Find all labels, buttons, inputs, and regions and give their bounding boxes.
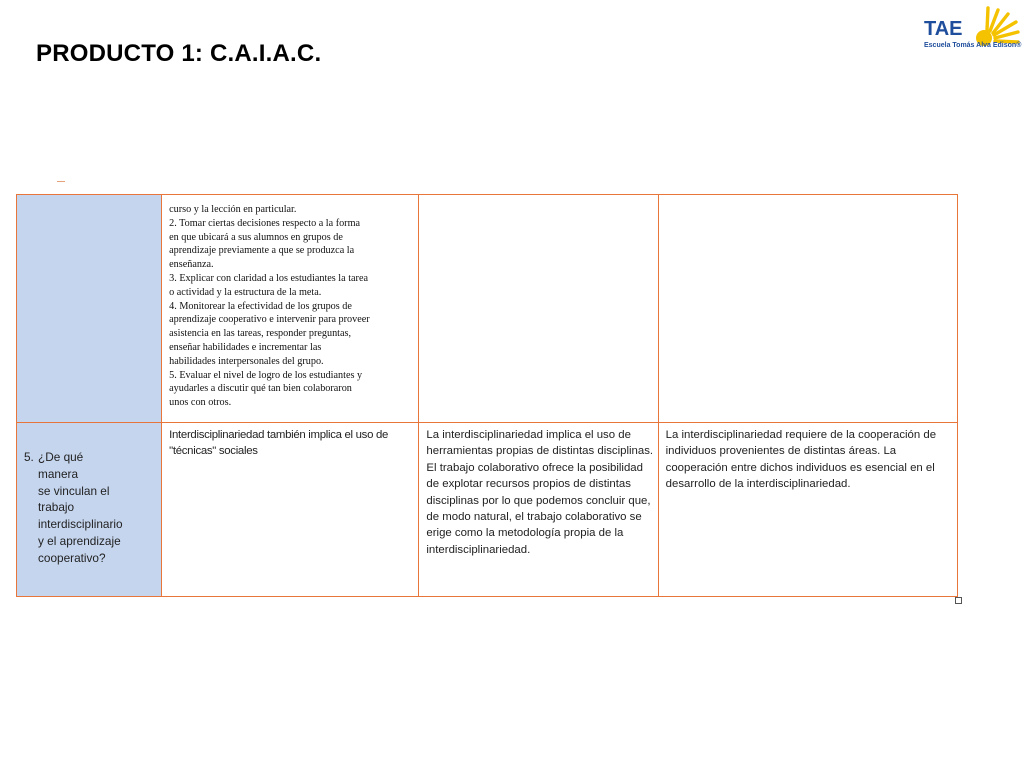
table-cell [162, 423, 419, 597]
question-line: cooperativo? [38, 550, 106, 565]
table-row [17, 423, 958, 597]
cell-text: curso y la lección en particular. 2. Tomar ciertas decisiones respecto a la forma en que ubicará a sus alumnos en grupos de aprendizaje previamente a que se produzca la enseñanza. 3. Explicar con claridad a los estudiantes la tarea o actividad y la estructura de la meta. 4. Monitorear la efectividad de los grupos de aprendizaje cooperativo e intervenir para proveer asistencia en las tareas, responder preguntas, enseñar habilidades e incrementar las habilidades interpersonales del grupo. 5. Evaluar el nivel de logro de los estudiantes y ayudarles a discutir qué tan bien colaboraron unos con otros. [169, 204, 370, 409]
table-cell [658, 423, 957, 597]
question-line: trabajo [38, 500, 75, 515]
logo-brand: TAE [924, 18, 963, 40]
question-text [17, 423, 161, 567]
question-line: y el aprendizaje [38, 533, 121, 548]
question-cell [17, 423, 162, 597]
cell-text: La interdisciplinariedad requiere de la cooperación de individuos provenientes de distintas áreas. La cooperación entre dichos individuos es esencial en el desarrollo de la interdisciplinariedad. [665, 429, 937, 491]
slide-title: PRODUCTO 1: C.A.I.A.C. [36, 40, 322, 67]
table-cell [658, 195, 957, 423]
question-number: 5. [24, 450, 34, 464]
table-cell [419, 195, 658, 423]
table-cell [419, 423, 658, 597]
table-row [17, 195, 958, 423]
question-line: interdisciplinario [38, 517, 123, 532]
resize-handle[interactable] [955, 597, 962, 604]
comparison-table [16, 194, 958, 597]
cell-text: Interdisciplinariedad también implica el uso de "técnicas" sociales [169, 429, 389, 458]
table-cell [162, 195, 419, 423]
stray-mark [57, 181, 65, 182]
logo-subtitle: Escuela Tomás Alva Edison® [924, 42, 1022, 49]
cell-text: La interdisciplinariedad implica el uso de herramientas propias de distintas disciplinas. El trabajo colaborativo ofrece la posibilidad de explotar recursos propios de distintas disciplinas por lo que podemos concluir que, de modo natural, el trabajo colaborativo se erige como la metodología propia de la interdisciplinariedad. [426, 429, 654, 556]
question-cell [17, 195, 162, 423]
question-line: manera [38, 466, 78, 481]
school-logo [922, 4, 1022, 54]
question-line: se vinculan el [38, 483, 110, 498]
question-line: ¿De qué [38, 450, 84, 464]
